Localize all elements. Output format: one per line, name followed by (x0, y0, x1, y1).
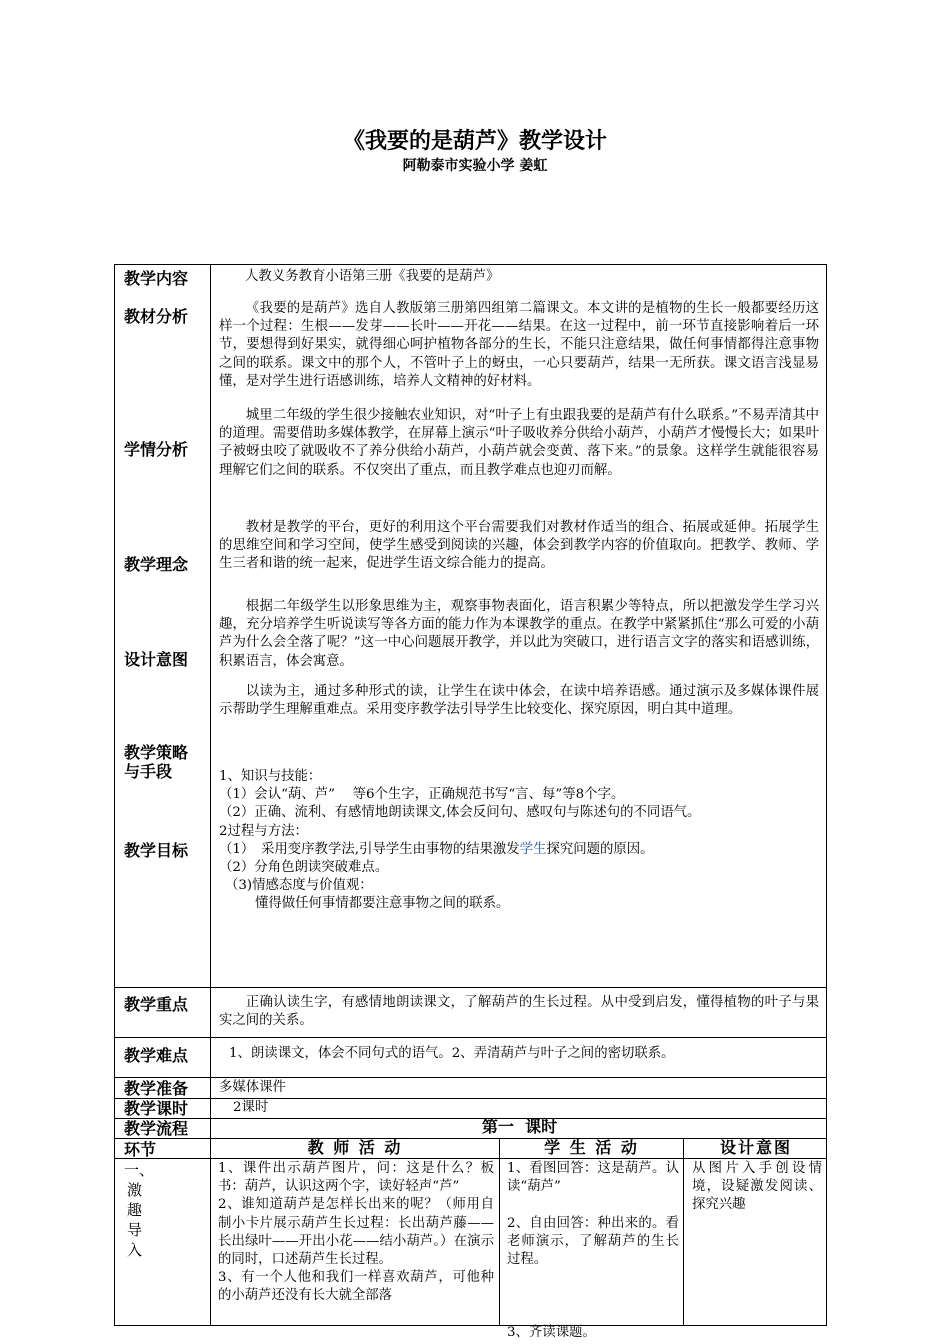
label-teaching-idea: 教学理念 (124, 555, 189, 574)
goals-block (219, 768, 819, 914)
row-divider (115, 1077, 826, 1078)
column-divider (499, 1138, 500, 1325)
stage-label-char: 一、 (124, 1161, 155, 1179)
label-key-points: 教学重点 (124, 995, 189, 1014)
author-line: 阿勒泰市实验小学 姜虹 (402, 158, 548, 174)
goal-line-part: （1） 采用变序教学法,引导学生由事物的结果激发 (219, 841, 520, 857)
label-preparation: 教学准备 (124, 1079, 189, 1098)
key-points-block (219, 994, 819, 1030)
label-goals: 教学目标 (124, 841, 189, 860)
goal-line: 2过程与方法： (219, 823, 308, 839)
column-divider (210, 265, 211, 1325)
header-design-intent: 设计意图 (719, 1138, 792, 1157)
lesson-period-title: 第一 课时 (481, 1117, 558, 1136)
label-strategy-2: 与手段 (124, 762, 173, 781)
difficulties-text: 1、朗读课文，体会不同句式的语气。2、弄清葫芦与叶子之间的密切联系。 (229, 1046, 675, 1061)
label-teaching-content: 教学内容 (124, 269, 189, 288)
label-design-intent: 设计意图 (124, 650, 189, 669)
document-title: 《我要的是葫芦》教学设计 (342, 129, 607, 154)
row-divider (115, 1158, 826, 1159)
stage-label (124, 1160, 154, 1260)
label-student-analysis: 学情分析 (124, 440, 189, 459)
label-strategy: 教学策略 (124, 743, 189, 762)
goal-line: （1）会认“葫、芦” 等6个生字，正确规范书写“言、每”等8个字。 (219, 787, 625, 803)
goal-line (219, 841, 819, 859)
class-hours-text: 2课时 (233, 1100, 269, 1115)
teacher-activity-text: 1、课件出示葫芦图片，问：这是什么？板书：葫芦，认识这两个字，读好轻声“芦” 2、谁知道葫芦是怎样长出来的呢？（师用自制小卡片展示葫芦生长过程：长出葫芦藤——长出绿叶——开出小花——结小葫芦。）在演示的同时，口述葫芦生长过程。 3、有一个人他和我们一样喜欢葫芦，可他种的小葫芦还没有长大就全部落 (218, 1161, 494, 1304)
key-points-text: 正确认读生字，有感情地朗读课文，了解葫芦的生长过程。从中受到启发，懂得植物的叶子与果实之间的关系。 (219, 995, 819, 1029)
label-difficulties: 教学难点 (124, 1046, 189, 1065)
material-analysis-text: 《我要的是葫芦》选自人教版第三册第四组第二篇课文。本文讲的是植物的生长一般都要经历这样一个过程：生根——发芽——长叶——开花——结果。在这一过程中，前一环节直接影响着后一环节，要想得到好果实，就得细心呵护植物各部分的生长，不能只注意结果，做任何事情都得注意事物之间的联系。课文中的那个人，不管叶子上的蚜虫，一心只要葫芦，结果一无所获。课文语言浅显易懂，是对学生进行语感训练，培养人文精神的好材料。 (219, 301, 819, 389)
row-divider (115, 987, 826, 988)
stage-label-char: 导 (127, 1221, 143, 1239)
design-intent-text: 从图片入手创设情境，设疑激发阅读、探究兴趣 (692, 1161, 822, 1213)
stage-label-char: 入 (127, 1241, 143, 1259)
teaching-content-text: 人教义务教育小语第三册《我要的是葫芦》 (245, 269, 500, 284)
header-teacher-activity: 教 师 活 动 (307, 1138, 403, 1157)
goal-line-highlight: 学生 (519, 841, 547, 857)
column-divider (683, 1138, 684, 1325)
row-divider (115, 1037, 826, 1038)
goal-line: （3)情感态度与价值观： (225, 878, 373, 894)
header-student-activity: 学 生 活 动 (544, 1138, 639, 1157)
teaching-idea-block (219, 519, 819, 574)
stage-label-char: 激 (127, 1181, 143, 1199)
strategy-block (219, 683, 819, 719)
stage-label-char: 趣 (127, 1201, 143, 1219)
label-teaching-flow: 教学流程 (124, 1119, 189, 1138)
goal-line: （2）分角色朗读突破难点。 (219, 860, 389, 876)
teaching-idea-text: 教材是教学的平台，更好的利用这个平台需要我们对教材作适当的组合、拓展或延伸。拓展学生的思维空间和学习空间，使学生感受到阅读的兴趣，体会到教学内容的价值取向。把教学、教师、学生三者和谐的统一起来，促进学生语文综合能力的提高。 (219, 520, 819, 572)
material-analysis-block (219, 300, 819, 391)
preparation-text: 多媒体课件 (219, 1080, 286, 1095)
label-material-analysis: 教材分析 (124, 307, 189, 326)
student-analysis-text: 城里二年级的学生很少接触农业知识，对“叶子上有虫跟我要的是葫芦有什么联系。”不易弄清其中的道理。需要借助多媒体教学，在屏幕上演示“叶子吸收养分供给小葫芦，小葫芦才慢慢长大；如果叶子被蚜虫咬了就吸收不了养分供给小葫芦，小葫芦就会变黄、落下来。”的景象。这样学生就能很容易理解它们之间的联系。不仅突出了重点，而且教学难点也迎刃而解。 (219, 408, 819, 478)
header-stage: 环节 (124, 1140, 157, 1159)
goal-line: 懂得做任何事情都要注意事物之间的联系。 (255, 896, 510, 912)
goal-line: 1、知识与技能： (219, 769, 322, 784)
goal-line-part: 探究问题的原因。 (546, 841, 654, 857)
lesson-plan-table (114, 264, 827, 1340)
student-analysis-block (219, 407, 819, 480)
label-class-hours: 教学课时 (124, 1099, 189, 1118)
student-activity-text: 1、看图回答：这是葫芦。认读“葫芦” 2、自由回答：种出来的。看老师演示，了解葫芦的生长过程。 3、齐读课题。 (507, 1161, 679, 1340)
strategy-text: 以读为主，通过多种形式的读，让学生在读中体会，在读中培养语感。通过演示及多媒体课件展示帮助学生理解重难点。采用变序教学法引导学生比较变化、探究原因，明白其中道理。 (219, 684, 819, 718)
goal-line: （2）正确、流利、有感情地朗读课文,体会反问句、感叹句与陈述句的不同语气。 (219, 805, 701, 821)
design-intent-text: 根据二年级学生以形象思维为主，观察事物表面化，语言积累少等特点，所以把激发学生学习兴趣，充分培养学生听说读写等各方面的能力作为本课教学的重点。在教学中紧紧抓住“那么可爱的小葫芦为什么会全落了呢？”这一中心问题展开教学，并以此为突破口，进行语言文字的落实和语感训练，积累语言，体会寓意。 (219, 599, 819, 669)
design-intent-block (219, 598, 819, 671)
